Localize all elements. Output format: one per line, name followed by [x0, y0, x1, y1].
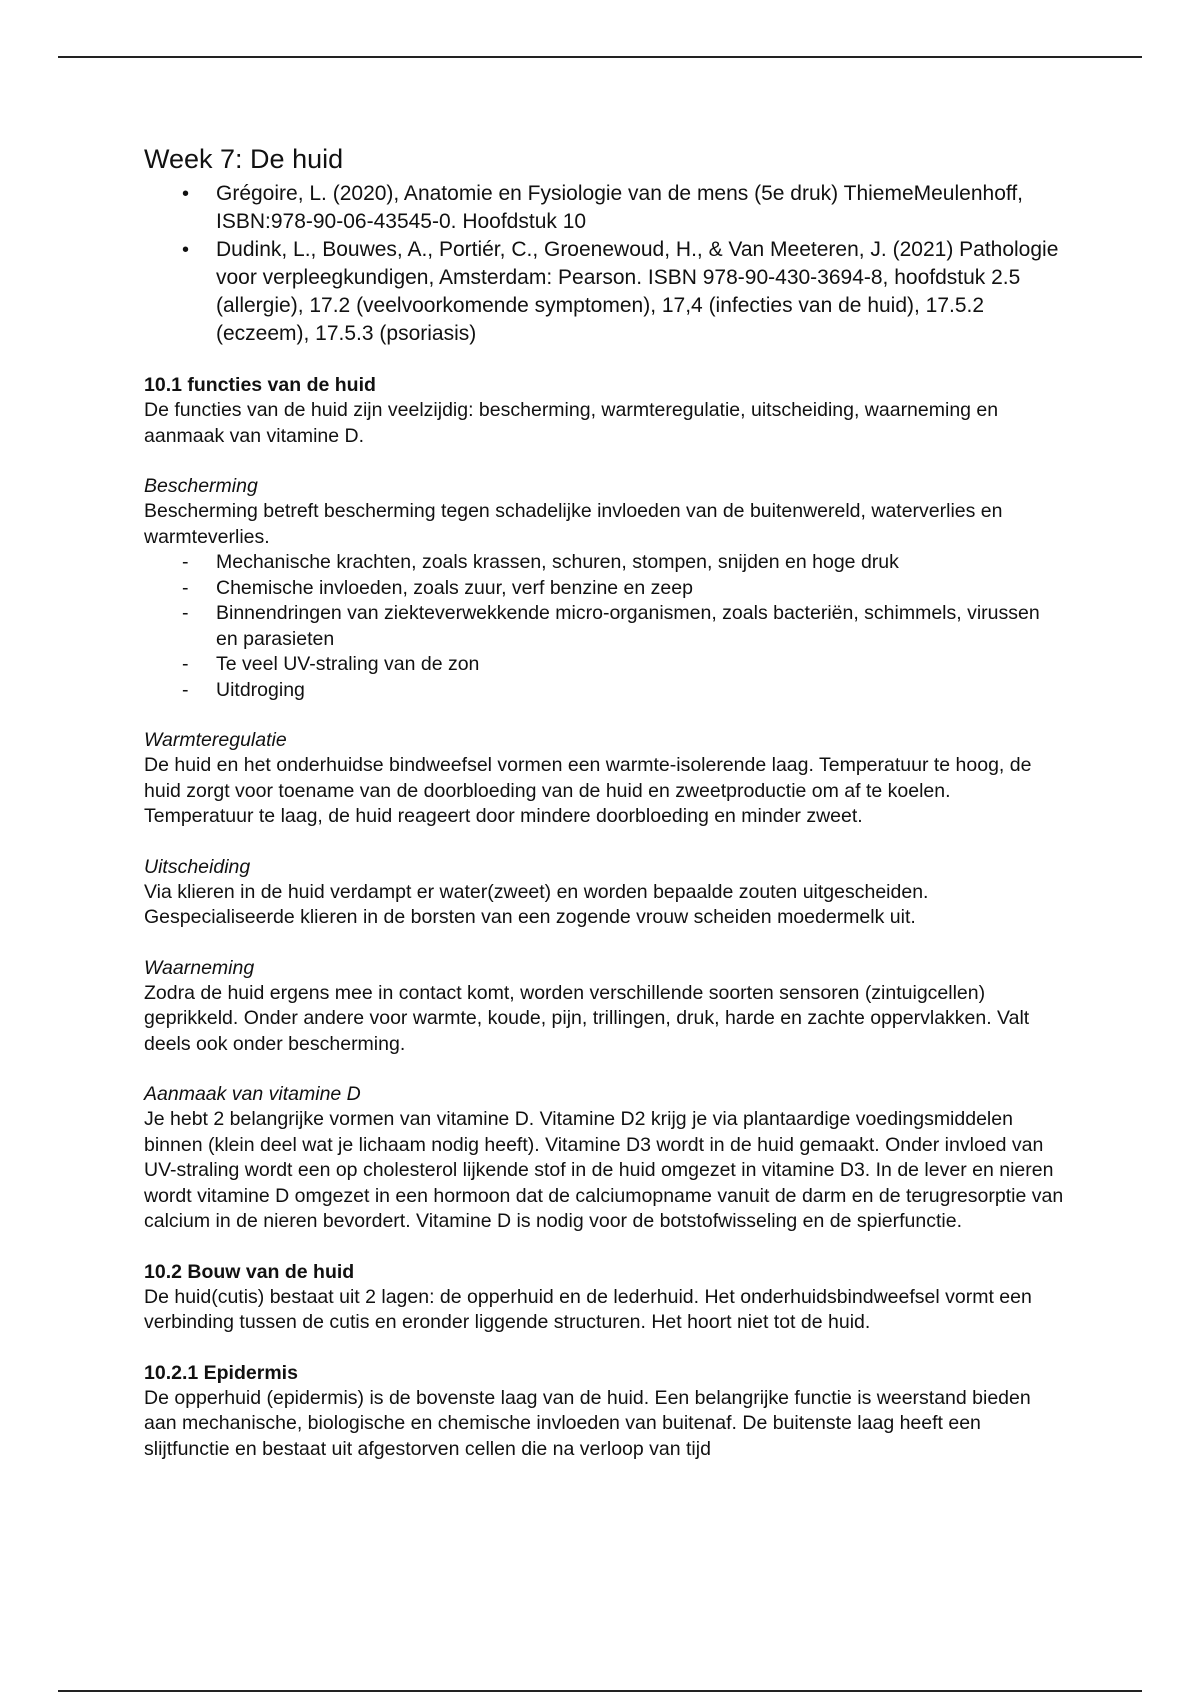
section-heading-10-1: 10.1 functies van de huid [144, 374, 376, 396]
section-heading-10-2-1: 10.2.1 Epidermis [144, 1361, 298, 1384]
subheading-vitamine-d: Aanmaak van vitamine D [144, 1083, 361, 1105]
section-heading-10-2: 10.2 Bouw van de huid [144, 1260, 355, 1283]
bescherming-text: Bescherming betreft bescherming tegen schadelijke invloeden van de buitenwereld, waterverlies en warmteverlies. [144, 500, 1003, 548]
header-rule [58, 56, 1142, 58]
list-item: - Binnendringen van ziekteverwekkende micro-organismen, zoals bacteriën, schimmels, virussen en parasieten [144, 601, 1064, 652]
subheading-bescherming: Bescherming [144, 475, 258, 497]
list-item: - Te veel UV-straling van de zon [144, 652, 1064, 678]
page-title: Week 7: De huid [144, 144, 344, 174]
warmteregulatie-text: De huid en het onderhuidse bindweefsel vormen een warmte-isolerende laag. Temperatuur te hoog, de huid zorgt voor toename van de doorbloeding van de huid en zweetproductie om af te koelen. Temperatuur te laag, de huid reageert door mindere doorbloeding en minder zweet. [144, 754, 1032, 827]
subheading-uitscheiding: Uitscheiding [144, 855, 251, 878]
reference-item: • Grégoire, L. (2020), Anatomie en Fysiologie van de mens (5e druk) ThiemeMeulenhoff, ISBN:978-90-06-43545-0. Hoofdstuk 10 [144, 180, 1064, 236]
waarneming-text: Zodra de huid ergens mee in contact komt, worden verschillende soorten sensoren (zintuigcellen) geprikkeld. Onder andere voor warmte, koude, pijn, trillingen, druk, harde en zachte oppervlakken. Valt deels ook onder bescherming. [144, 981, 1030, 1055]
list-item: - Uitdroging [144, 678, 1064, 704]
list-item: - Chemische invloeden, zoals zuur, verf benzine en zeep [144, 576, 1064, 602]
section-text-10-2-1: De opperhuid (epidermis) is de bovenste laag van de huid. Een belangrijke functie is weerstand bieden aan mechanische, biologische en chemische invloeden van buitenaf. De buitenste laag heeft een slijtfunctie en bestaat uit afgestorven cellen die na verloop van tijd [144, 1386, 1031, 1460]
uitscheiding-text: Via klieren in de huid verdampt er water(zweet) en worden bepaalde zouten uitgescheiden. Gespecialiseerde klieren in de borsten van een zogende vrouw scheiden moedermelk uit. [144, 880, 929, 928]
reference-item: • Dudink, L., Bouwes, A., Portiér, C., Groenewoud, H., & Van Meeteren, J. (2021) Pathologie voor verpleegkundigen, Amsterdam: Pearson. ISBN 978-90-430-3694-8, hoofdstuk 2.5 (allergie), 17.2 (veelvoorkomende symptomen), 17,4 (infecties van de huid), 17.5.2 (eczeem), 17.5.3 (psoriasis) [144, 236, 1064, 348]
section-intro-10-1: De functies van de huid zijn veelzijdig: bescherming, warmteregulatie, uitscheiding, waarneming en aanmaak van vitamine D. [144, 399, 999, 447]
reference-list [144, 180, 1064, 348]
subheading-waarneming: Waarneming [144, 956, 255, 979]
vitamine-d-text: Je hebt 2 belangrijke vormen van vitamine D. Vitamine D2 krijg je via plantaardige voedingsmiddelen binnen (klein deel wat je lichaam nodig heeft). Vitamine D3 wordt in de huid gemaakt. Onder invloed van UV-straling wordt een op cholesterol lijkende stof in de huid omgezet in vitamine D3. In de lever en nieren wordt vitamine D omgezet in een hormoon dat de calciumopname vanuit de darm en de terugresorptie van calcium in de nieren bevordert. Vitamine D is nodig voor de botstofwisseling en de spierfunctie. [144, 1108, 1064, 1232]
section-text-10-2: De huid(cutis) bestaat uit 2 lagen: de opperhuid en de lederhuid. Het onderhuidsbindweefsel vormt een verbinding tussen de cutis en eronder liggende structuren. Het hoort niet tot de huid. [144, 1285, 1032, 1333]
bescherming-list [144, 550, 1064, 703]
list-item: - Mechanische krachten, zoals krassen, schuren, stompen, snijden en hoge druk [144, 550, 1064, 576]
footer-rule [58, 1690, 1142, 1692]
document-page [144, 142, 1064, 1462]
subheading-warmteregulatie: Warmteregulatie [144, 729, 287, 751]
